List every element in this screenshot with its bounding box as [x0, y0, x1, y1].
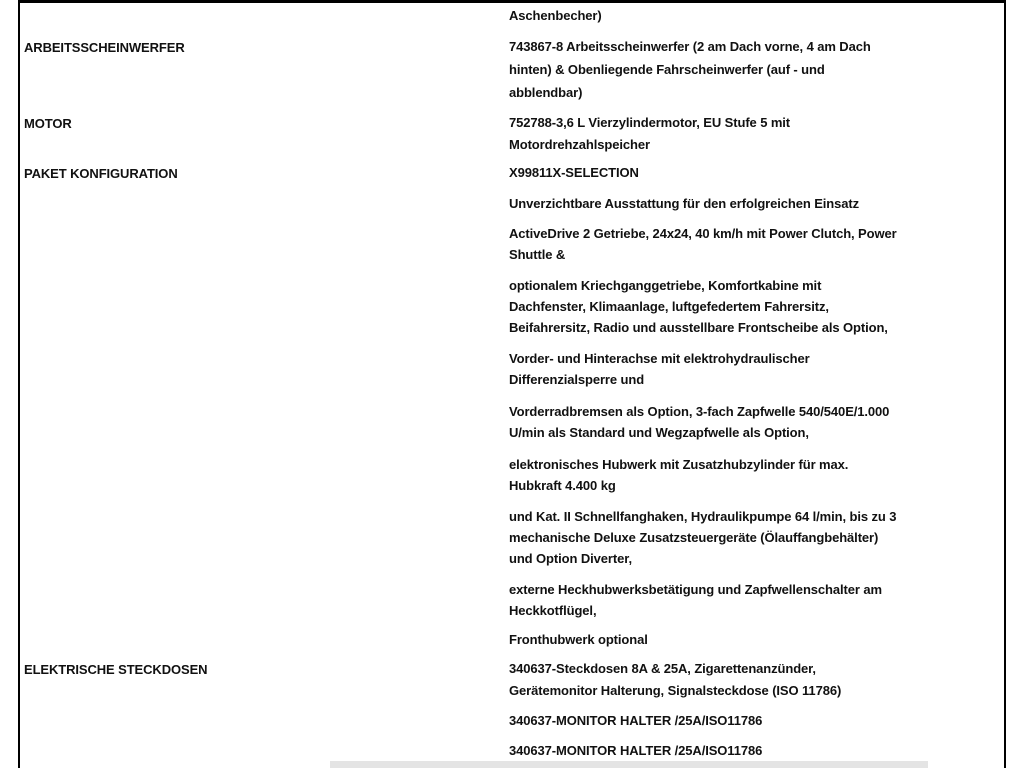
value-line: U/min als Standard und Wegzapfwelle als Option,: [509, 425, 809, 440]
value-line: Aschenbecher): [509, 8, 602, 23]
value-line: hinten) & Obenliegende Fahrscheinwerfer (auf - und: [509, 62, 825, 77]
value-line: und Kat. II Schnellfanghaken, Hydraulikpumpe 64 l/min, bis zu 3: [509, 509, 897, 524]
spec-label-elektrische-steckdosen: ELEKTRISCHE STECKDOSEN: [24, 662, 208, 677]
value-line: Dachfenster, Klimaanlage, luftgefedertem Fahrersitz,: [509, 299, 829, 314]
top-border: [18, 0, 1006, 3]
value-line: optionalem Kriechganggetriebe, Komfortkabine mit: [509, 278, 822, 293]
value-line: elektronisches Hubwerk mit Zusatzhubzylinder für max.: [509, 457, 849, 472]
value-line: 340637-MONITOR HALTER /25A/ISO11786: [509, 743, 763, 758]
value-line: mechanische Deluxe Zusatzsteuergeräte (Ölauffangbehälter): [509, 530, 879, 545]
value-line: abblendbar): [509, 85, 583, 100]
value-line: 743867-8 Arbeitsscheinwerfer (2 am Dach vorne, 4 am Dach: [509, 39, 871, 54]
value-line: Hubkraft 4.400 kg: [509, 478, 616, 493]
value-line: Beifahrersitz, Radio und ausstellbare Frontscheibe als Option,: [509, 320, 888, 335]
value-line: Motordrehzahlspeicher: [509, 137, 650, 152]
value-line: Vorder- und Hinterachse mit elektrohydraulischer: [509, 351, 810, 366]
value-line: X99811X-SELECTION: [509, 165, 639, 180]
left-border: [18, 0, 20, 768]
spec-label-motor: MOTOR: [24, 116, 72, 131]
spec-label-paket-konfiguration: PAKET KONFIGURATION: [24, 166, 178, 181]
value-line: 340637-Steckdosen 8A & 25A, Zigarettenanzünder,: [509, 661, 816, 676]
value-line: externe Heckhubwerksbetätigung und Zapfwellenschalter am: [509, 582, 882, 597]
scan-shadow: [330, 761, 928, 768]
value-line: Shuttle &: [509, 247, 566, 262]
value-line: ActiveDrive 2 Getriebe, 24x24, 40 km/h mit Power Clutch, Power: [509, 226, 897, 241]
value-line: Vorderradbremsen als Option, 3-fach Zapfwelle 540/540E/1.000: [509, 404, 890, 419]
value-line: Fronthubwerk optional: [509, 632, 648, 647]
value-line: Differenzialsperre und: [509, 372, 645, 387]
value-line: und Option Diverter,: [509, 551, 632, 566]
value-line: Unverzichtbare Ausstattung für den erfolgreichen Einsatz: [509, 196, 860, 211]
right-border: [1004, 0, 1006, 768]
value-line: Heckkotflügel,: [509, 603, 597, 618]
value-line: 752788-3,6 L Vierzylindermotor, EU Stufe 5 mit: [509, 115, 791, 130]
value-line: Gerätemonitor Halterung, Signalsteckdose (ISO 11786): [509, 683, 842, 698]
value-line: 340637-MONITOR HALTER /25A/ISO11786: [509, 713, 763, 728]
spec-label-arbeitsscheinwerfer: ARBEITSSCHEINWERFER: [24, 40, 185, 55]
